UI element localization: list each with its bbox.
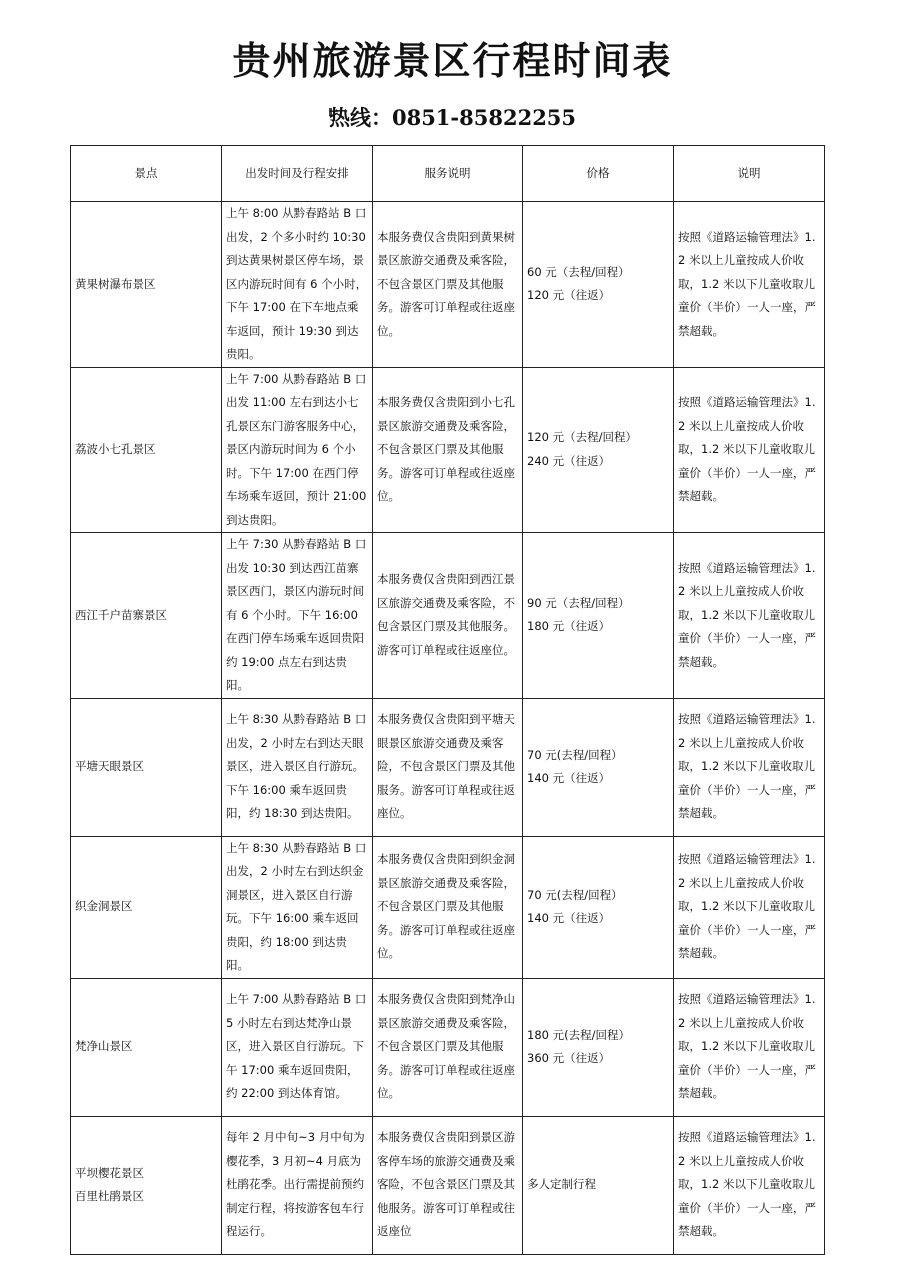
table-row	[71, 202, 825, 368]
service-cell: 本服务费仅含贵阳到黄果树景区旅游交通费及乘客险，不包含景区门票及其他服务。游客可订单程或往返座位。	[373, 202, 523, 368]
schedule-cell: 上午 7:30 从黔春路站 B 口出发 10:30 到达西江苗寨景区西门，景区内游玩时间有 6 个小时。下午 16:00 在西门停车场乘车返回贵阳约 19:00 点左右到达贵阳。	[222, 533, 373, 699]
header-price: 价格	[523, 146, 674, 202]
spot-cell: 黄果树瀑布景区	[71, 202, 222, 368]
schedule-cell: 上午 8:30 从黔春路站 B 口出发，2 小时左右到达织金洞景区，进入景区自行游玩。下午 16:00 乘车返回贵阳，约 18:00 到达贵阳。	[222, 836, 373, 978]
service-cell: 本服务费仅含贵阳到织金洞景区旅游交通费及乘客险，不包含景区门票及其他服务。游客可订单程或往返座位。	[373, 836, 523, 978]
spot-cell: 梵净山景区	[71, 978, 222, 1116]
note-cell: 按照《道路运输管理法》1.2 米以上儿童按成人价收取，1.2 米以下儿童收取儿童价（半价）一人一座，严禁超载。	[674, 367, 825, 533]
table-row	[71, 367, 825, 533]
service-cell: 本服务费仅含贵阳到西江景区旅游交通费及乘客险，不包含景区门票及其他服务。游客可订单程或往返座位。	[373, 533, 523, 699]
note-cell: 按照《道路运输管理法》1.2 米以上儿童按成人价收取，1.2 米以下儿童收取儿童价（半价）一人一座，严禁超载。	[674, 978, 825, 1116]
schedule-cell: 上午 8:30 从黔春路站 B 口出发，2 小时左右到达天眼景区，进入景区自行游玩。下午 16:00 乘车返回贵阳，约 18:30 到达贵阳。	[222, 698, 373, 836]
table-row	[71, 978, 825, 1116]
header-service: 服务说明	[373, 146, 523, 202]
note-cell: 按照《道路运输管理法》1.2 米以上儿童按成人价收取，1.2 米以下儿童收取儿童价（半价）一人一座，严禁超载。	[674, 202, 825, 368]
schedule-cell: 上午 7:00 从黔春路站 B 口出发 11:00 左右到达小七孔景区东门游客服务中心，景区内游玩时间为 6 个小时。下午 17:00 在西门停车场乘车返回，预计 21:00 到达贵阳。	[222, 367, 373, 533]
price-cell: 70 元(去程/回程） 140 元（往返）	[523, 698, 674, 836]
table-row	[71, 1116, 825, 1254]
note-cell: 按照《道路运输管理法》1.2 米以上儿童按成人价收取，1.2 米以下儿童收取儿童价（半价）一人一座，严禁超载。	[674, 836, 825, 978]
price-cell: 70 元(去程/回程） 140 元（往返）	[523, 836, 674, 978]
price-cell: 120 元（去程/回程） 240 元（往返）	[523, 367, 674, 533]
spot-cell: 平坝樱花景区 百里杜鹃景区	[71, 1116, 222, 1254]
itinerary-table	[70, 145, 825, 1255]
service-cell: 本服务费仅含贵阳到平塘天眼景区旅游交通费及乘客险，不包含景区门票及其他服务。游客可订单程或往返座位。	[373, 698, 523, 836]
hotline-text: 热线：0851-85822255	[328, 105, 577, 130]
table-header-row	[71, 146, 825, 202]
price-cell: 60 元（去程/回程） 120 元（往返）	[523, 202, 674, 368]
price-cell: 90 元（去程/回程） 180 元（往返）	[523, 533, 674, 699]
schedule-cell: 上午 8:00 从黔春路站 B 口出发，2 个多小时约 10:30 到达黄果树景区停车场，景区内游玩时间有 6 个小时，下午 17:00 在下车地点乘车返回，预计 19:30 到达贵阳。	[222, 202, 373, 368]
service-cell: 本服务费仅含贵阳到梵净山景区旅游交通费及乘客险，不包含景区门票及其他服务。游客可订单程或往返座位。	[373, 978, 523, 1116]
schedule-cell: 每年 2 月中旬~3 月中旬为樱花季，3 月初~4 月底为杜鹃花季。出行需提前预约制定行程，将按游客包车行程运行。	[222, 1116, 373, 1254]
service-cell: 本服务费仅含贵阳到景区游客停车场的旅游交通费及乘客险，不包含景区门票及其他服务。游客可订单程或往返座位	[373, 1116, 523, 1254]
header-note: 说明	[674, 146, 825, 202]
note-cell: 按照《道路运输管理法》1.2 米以上儿童按成人价收取，1.2 米以下儿童收取儿童价（半价）一人一座，严禁超载。	[674, 698, 825, 836]
header-schedule: 出发时间及行程安排	[222, 146, 373, 202]
service-cell: 本服务费仅含贵阳到小七孔景区旅游交通费及乘客险，不包含景区门票及其他服务。游客可订单程或往返座位。	[373, 367, 523, 533]
note-cell: 按照《道路运输管理法》1.2 米以上儿童按成人价收取，1.2 米以下儿童收取儿童价（半价）一人一座，严禁超载。	[674, 1116, 825, 1254]
spot-cell: 平塘天眼景区	[71, 698, 222, 836]
table-row	[71, 836, 825, 978]
schedule-cell: 上午 7:00 从黔春路站 B 口 5 小时左右到达梵净山景区，进入景区自行游玩。下午 17:00 乘车返回贵阳，约 22:00 到达体育馆。	[222, 978, 373, 1116]
spot-cell: 织金洞景区	[71, 836, 222, 978]
table-row	[71, 533, 825, 699]
spot-cell: 西江千户苗寨景区	[71, 533, 222, 699]
price-cell: 180 元(去程/回程） 360 元（往返）	[523, 978, 674, 1116]
header-spot: 景点	[71, 146, 222, 202]
spot-cell: 荔波小七孔景区	[71, 367, 222, 533]
table-row	[71, 698, 825, 836]
price-cell: 多人定制行程	[523, 1116, 674, 1254]
note-cell: 按照《道路运输管理法》1.2 米以上儿童按成人价收取，1.2 米以下儿童收取儿童价（半价）一人一座，严禁超载。	[674, 533, 825, 699]
page-title: 贵州旅游景区行程时间表	[232, 39, 673, 83]
